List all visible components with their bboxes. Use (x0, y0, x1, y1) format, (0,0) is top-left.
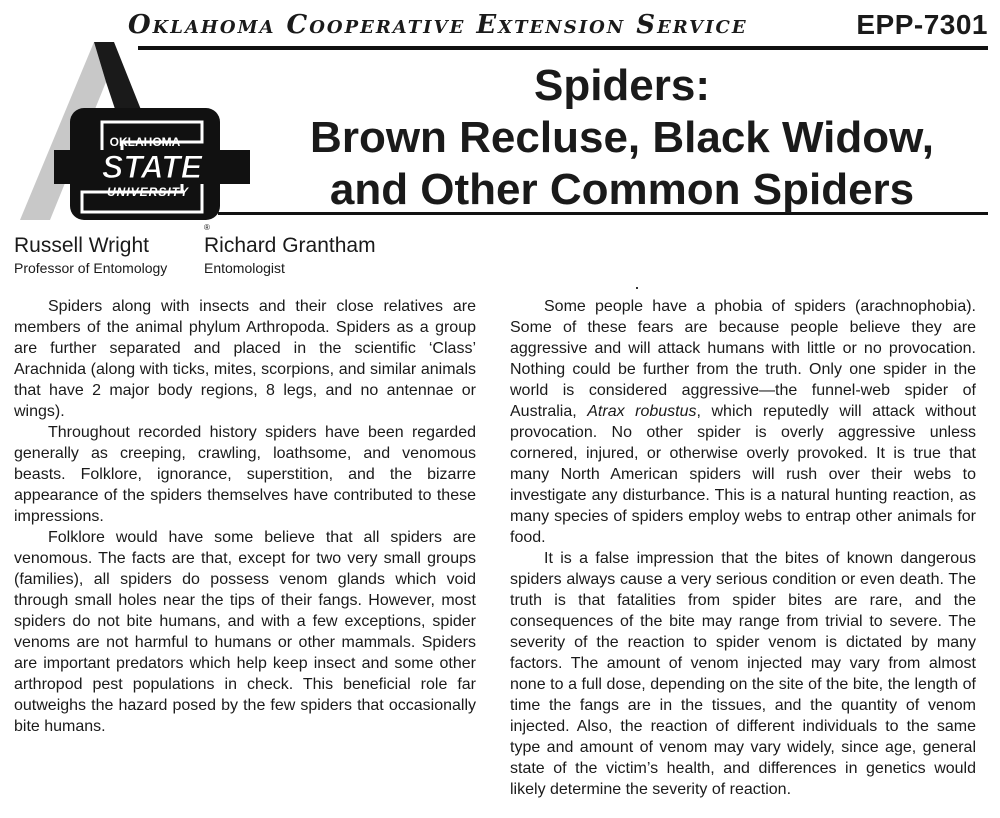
body-paragraph: Spiders along with insects and their close relatives are members of the animal phylum Arthropoda. Spiders as a group are further separated and placed in the scientific ‘Class’ Arachnida (along with ticks, mites, scorpions, and similar animals that have 2 major body regions, 8 legs, and no antennae or wings). (14, 298, 476, 420)
body-paragraph: It is a false impression that the bites of known dangerous spiders always cause a very serious condition or even death. The truth is that fatalities from spider bites are rare, and the consequences of the bite may range from trivial to severe. The severity of the reaction to spider venom is dictated by many factors. The amount of venom injected may vary from almost none to a full dose, depending on the site of the bite, the length of time the fangs are in the tissues, and the quantity of venom injected. Also, the reaction of different individuals to the same type and amount of venom may vary widely, since age, general state of the victim’s health, and differences in genetics would likely determine the severity of reaction. (510, 550, 976, 798)
publication-code: EPP-7301 (856, 9, 988, 40)
author-2 (204, 234, 376, 278)
header-rule (138, 46, 988, 50)
author-role: Professor of Entomology (14, 260, 168, 276)
osu-logo (10, 20, 260, 234)
body-paragraph: Throughout recorded history spiders have been regarded generally as creeping, crawling, loathsome, and venomous beasts. Folklore, ignorance, superstition, and the bizarre appearance of the spiders themselves have contributed to these impressions. (14, 424, 476, 525)
paragraph-text: Some people have a phobia of spiders (arachnophobia). Some of these fears are because people believe they are aggressive and will attack humans with little or no provocation. Nothing could be further from the truth. Only one spider in the world is considered aggressive—the funnel-web spider of Australia, (510, 298, 976, 420)
species-name: Atrax robustus (587, 403, 697, 420)
title-line-2: Brown Recluse, Black Widow, (310, 113, 934, 162)
logo-text-university: UNIVERSITY (106, 185, 190, 199)
logo-registered-mark: ® (204, 223, 210, 232)
page-title (262, 60, 982, 216)
title-line-3: and Other Common Spiders (329, 165, 915, 214)
logo-text-state: STATE (101, 149, 203, 185)
body-column-left (14, 296, 476, 737)
stray-dot (636, 287, 638, 289)
logo-text-oklahoma: OKLAHOMA (109, 135, 181, 149)
body-paragraph (510, 296, 976, 548)
author-role: Entomologist (204, 260, 285, 276)
paragraph-text: , which reputedly will attack without provocation. No other spider is overly aggressive unless cornered, injured, or otherwise overly provoked. It is true that many North American spiders will rush over their webs to investigate any disturbance. This is a natural hunting reaction, as many species of spiders employ webs to entrap other animals for food. (510, 403, 977, 546)
title-line-1: Spiders: (533, 61, 711, 110)
body-paragraph: Folklore would have some believe that all spiders are venomous. The facts are that, except for two very small groups (families), all spiders do possess venom glands which void through small holes near the tips of their fangs. However, most spiders do not bite humans, and with a few exceptions, spider venoms are not harmful to humans or other mammals. Spiders are important predators which help keep insect and some other arthropod pest populations in check. This beneficial role far outweighs the hazard posed by the few spiders that occasionally bite humans. (14, 529, 476, 735)
author-name: Richard Grantham (204, 234, 376, 257)
organization-name: Oklahoma Cooperative Extension Service (128, 10, 748, 40)
body-column-right (510, 296, 976, 800)
author-1 (14, 234, 167, 278)
author-name: Russell Wright (14, 234, 149, 257)
